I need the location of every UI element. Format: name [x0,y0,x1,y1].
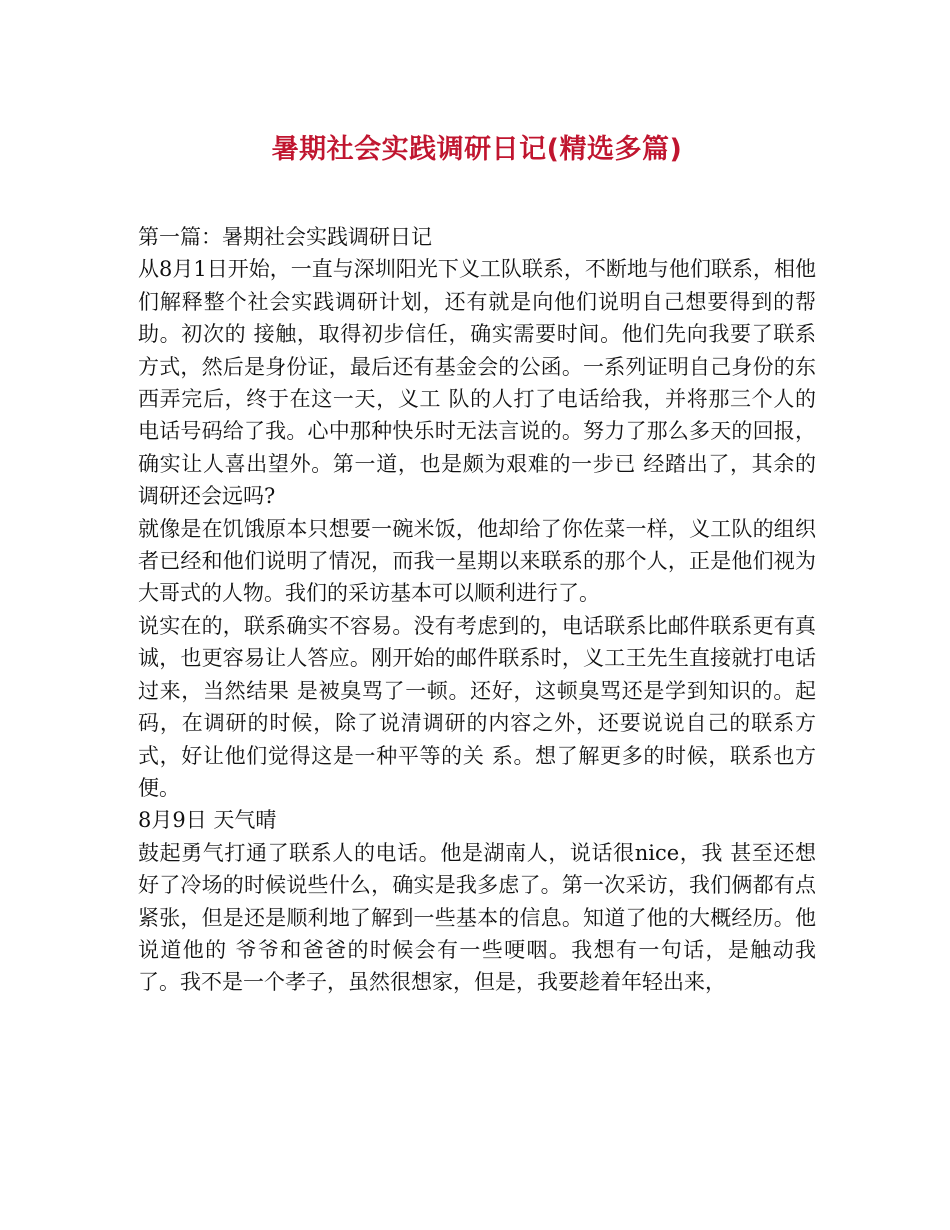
paragraph: 说实在的，联系确实不容易。没有考虑到的，电话联系比邮件联系更有真诚，也更容易让人答应。刚开始的邮件联系时，义工王先生直接就打电话过来，当然结果 是被臭骂了一顿。还好，这顿臭骂还是学到知识的。起码，在调研的时候，除了说清调研的内容之外，还要说说自己的联系方式，好让他们觉得这是一种平等的关 系。想了解更多的时候，联系也方便。 [138,613,816,800]
paragraph: 鼓起勇气打通了联系人的电话。他是湖南人，说话很nice，我 甚至还想好了冷场的时候说些什么，确实是我多虑了。第一次采访，我们俩都有点紧张，但是还是顺利地了解到一些基本的信息。知道了他的大概经历。他说道他的 爷爷和爸爸的时候会有一些哽咽。我想有一句话，是触动我了。我不是一个孝子，虽然很想家，但是，我要趁着年轻出来， [138,840,816,995]
document-title: 暑期社会实践调研日记(精选多篇) [271,134,683,165]
document-page [138,0,816,999]
paragraph: 从8月1日开始，一直与深圳阳光下义工队联系，不断地与他们联系，相他们解释整个社会实践调研计划，还有就是向他们说明自己想要得到的帮助。初次的 接触，取得初步信任，确实需要时间。他们先向我要了联系方式，然后是身份证，最后还有基金会的公函。一系列证明自己身份的东西弄完后，终于在这一天，义工 队的人打了电话给我，并将那三个人的电话号码给了我。心中那种快乐时无法言说的。努力了那么多天的回报，确实让人喜出望外。第一道，也是颇为艰难的一步已 经踏出了，其余的调研还会远吗? [138,257,816,509]
document-body [138,221,816,999]
paragraph: 就像是在饥饿原本只想要一碗米饭，他却给了你佐菜一样，义工队的组织者已经和他们说明了情况，而我一星期以来联系的那个人，正是他们视为大哥式的人物。我们的采访基本可以顺利进行了。 [138,516,816,606]
section-heading: 第一篇：暑期社会实践调研日记 [138,225,432,249]
diary-date-line: 8月9日 天气晴 [138,808,277,833]
